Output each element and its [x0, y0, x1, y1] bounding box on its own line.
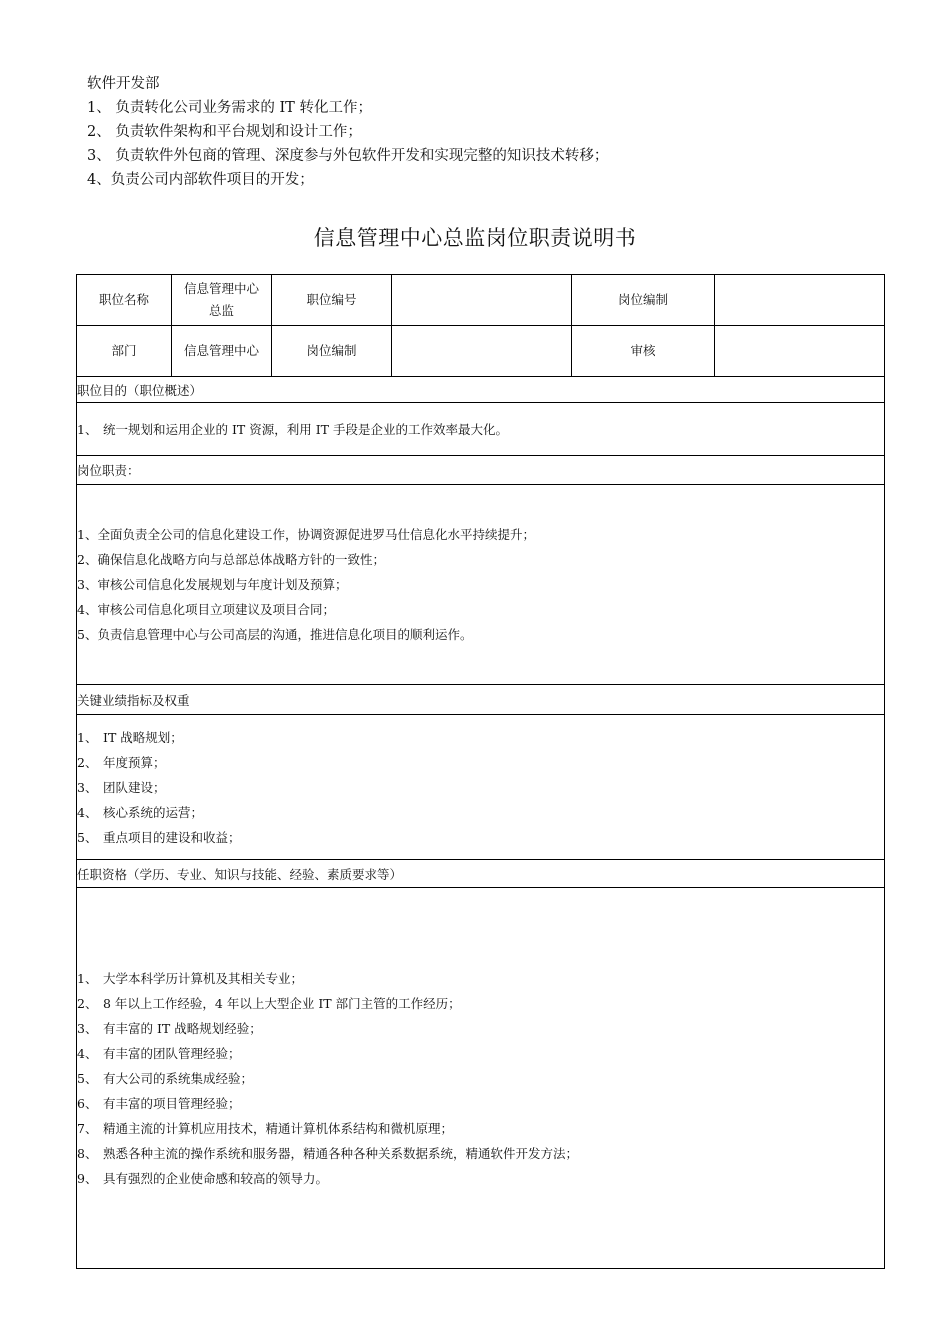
qualification-item: [77, 1091, 884, 1116]
qualification-text: 有丰富的 IT 战略规划经验；: [103, 1020, 262, 1036]
kpi-text: 年度预算；: [103, 754, 166, 770]
qualifications-body: [77, 888, 885, 1269]
duties-body: [77, 485, 885, 685]
duty-item: 2、确保信息化战略方向与总部总体战略方针的一致性；: [77, 552, 385, 567]
duty-item: 3、审核公司信息化发展规划与年度计划及预算；: [77, 577, 348, 592]
position-code-value: [392, 275, 572, 326]
header-row-1: [77, 275, 885, 326]
qualifications-title: 任职资格（学历、专业、知识与技能、经验、素质要求等）: [77, 860, 885, 888]
intro-item: 1、 负责转化公司业务需求的 IT 转化工作；: [87, 100, 372, 116]
qualification-text: 8 年以上工作经验，4 年以上大型企业 IT 部门主管的工作经历；: [103, 995, 461, 1011]
intro-section: [87, 72, 887, 192]
purpose-title-row: [77, 377, 885, 403]
position-code-label: 职位编号: [272, 275, 392, 326]
qualification-item: [77, 1066, 884, 1091]
intro-item: 2、 负责软件架构和平台规划和设计工作；: [87, 124, 362, 140]
duty-item: 5、负责信息管理中心与公司高层的沟通，推进信息化项目的顺利运作。: [77, 627, 473, 642]
kpi-item: [77, 775, 884, 800]
review-label: 审核: [572, 326, 715, 377]
kpi-num: 2、: [77, 754, 98, 770]
purpose-body: [77, 403, 885, 456]
qualification-text: 精通主流的计算机应用技术，精通计算机体系结构和微机原理；: [103, 1120, 454, 1136]
qualification-text: 有大公司的系统集成经验；: [103, 1070, 254, 1086]
kpi-num: 5、: [77, 829, 98, 845]
position-name-label: 职位名称: [77, 275, 172, 326]
kpi-text: 核心系统的运营；: [103, 804, 204, 820]
kpi-text: 重点项目的建设和收益；: [103, 829, 241, 845]
purpose-title: 职位目的（职位概述）: [77, 377, 885, 403]
kpi-text: 团队建设；: [103, 779, 166, 795]
qualification-item: [77, 991, 884, 1016]
position-name-value: 信息管理中心总监: [172, 275, 272, 326]
qualification-item: [77, 1116, 884, 1141]
review-value: [715, 326, 885, 377]
kpi-num: 1、: [77, 729, 98, 745]
intro-heading: 软件开发部: [87, 76, 160, 92]
intro-item: 3、 负责软件外包商的管理、深度参与外包软件开发和实现完整的知识技术转移；: [87, 148, 609, 164]
purpose-text: 统一规划和运用企业的 IT 资源，利用 IT 手段是企业的工作效率最大化。: [103, 422, 508, 437]
headcount-value: [715, 275, 885, 326]
qualification-num: 6、: [77, 1095, 98, 1111]
kpi-num: 4、: [77, 804, 98, 820]
kpi-body-row: [77, 715, 885, 860]
qualification-item: [77, 1016, 884, 1041]
duty-item: 1、全面负责全公司的信息化建设工作，协调资源促进罗马仕信息化水平持续提升；: [77, 527, 535, 542]
qualification-num: 8、: [77, 1145, 98, 1161]
qualification-num: 9、: [77, 1170, 98, 1186]
duties-title-row: [77, 456, 885, 485]
duties-title: 岗位职责：: [77, 456, 885, 485]
document-title: 信息管理中心总监岗位职责说明书: [313, 226, 637, 250]
kpi-item: [77, 825, 884, 850]
kpi-num: 3、: [77, 779, 98, 795]
qualification-num: 7、: [77, 1120, 98, 1136]
qualification-num: 5、: [77, 1070, 98, 1086]
headcount-label-2: 岗位编制: [272, 326, 392, 377]
purpose-body-row: [77, 403, 885, 456]
duties-body-row: [77, 485, 885, 685]
headcount-value-2: [392, 326, 572, 377]
duty-item: 4、审核公司信息化项目立项建议及项目合同；: [77, 602, 335, 617]
header-row-2: [77, 326, 885, 377]
qualification-num: 2、: [77, 995, 98, 1011]
qualifications-title-row: [77, 860, 885, 888]
department-label: 部门: [77, 326, 172, 377]
qualification-text: 有丰富的团队管理经验；: [103, 1045, 241, 1061]
qualification-num: 1、: [77, 970, 98, 986]
qualification-text: 大学本科学历计算机及其相关专业；: [103, 970, 304, 986]
qualification-text: 有丰富的项目管理经验；: [103, 1095, 241, 1111]
kpi-title-row: [77, 685, 885, 715]
headcount-label: 岗位编制: [572, 275, 715, 326]
qualification-item: [77, 966, 884, 991]
qualification-num: 4、: [77, 1045, 98, 1061]
intro-item: 4、负责公司内部软件项目的开发；: [87, 172, 314, 188]
kpi-item: [77, 750, 884, 775]
qualification-item: [77, 1041, 884, 1066]
kpi-item: [77, 800, 884, 825]
qualification-text: 熟悉各种主流的操作系统和服务器，精通各种各种关系数据系统，精通软件开发方法；: [103, 1145, 579, 1161]
qualification-num: 3、: [77, 1020, 98, 1036]
kpi-body: [77, 715, 885, 860]
kpi-text: IT 战略规划；: [103, 729, 183, 745]
qualification-item: [77, 1166, 884, 1191]
qualification-item: [77, 1141, 884, 1166]
qualifications-body-row: [77, 888, 885, 1269]
purpose-num: 1、: [77, 422, 98, 437]
qualification-text: 具有强烈的企业使命感和较高的领导力。: [103, 1170, 329, 1186]
department-value: 信息管理中心: [172, 326, 272, 377]
kpi-item: [77, 725, 884, 750]
kpi-title: 关键业绩指标及权重: [77, 685, 885, 715]
job-description-table: [76, 274, 885, 1269]
